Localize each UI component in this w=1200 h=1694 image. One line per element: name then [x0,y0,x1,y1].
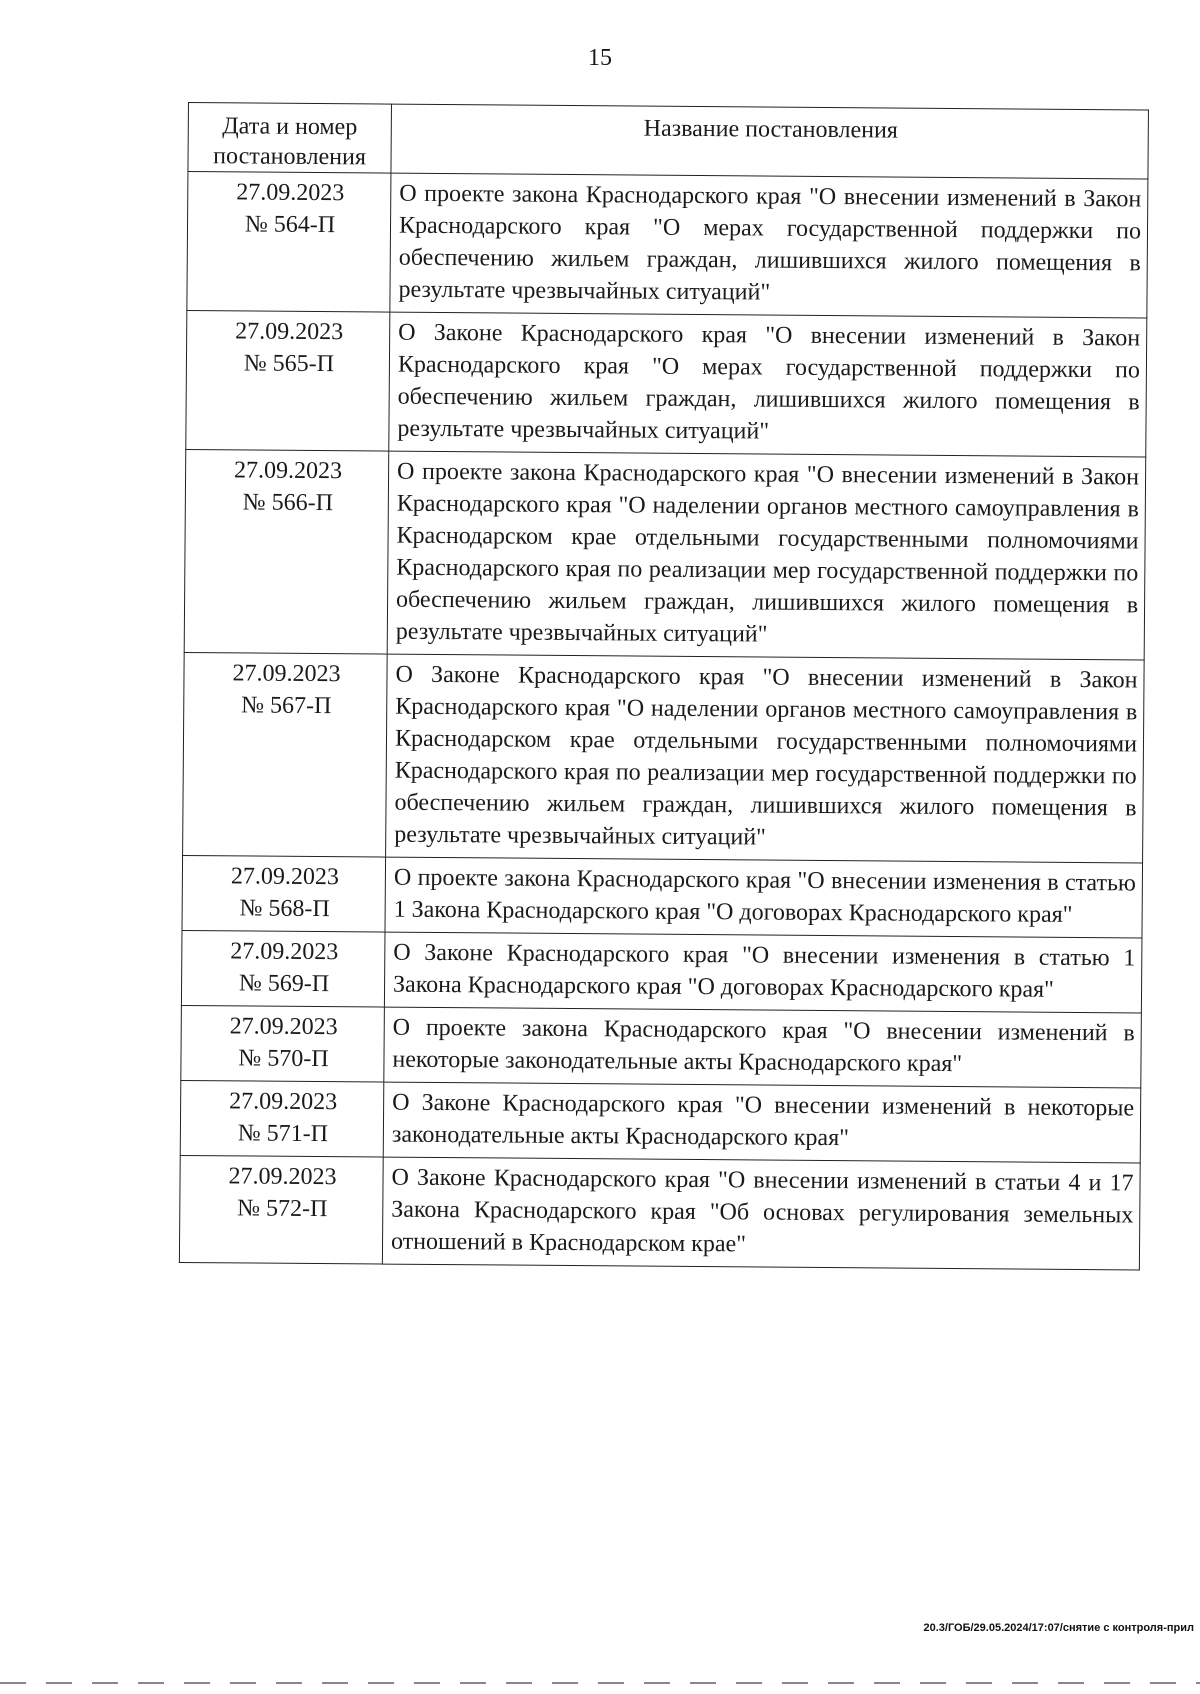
table-row [183,652,1145,863]
resolution-number: № 566-П [242,489,334,517]
date-number-cell [181,1005,385,1082]
resolutions-table [179,102,1149,1271]
resolution-title: О Законе Краснодарского края "О внесении изменений в Закон Краснодарского края "О наделении органов местного самоуправления в Краснодарском крае отдельными государственными полномочиями Краснодарского края по реализации мер государственной поддержки по обеспечению жильем граждан, лишившихся жилого помещения в результате чрезвычайных ситуаций" [386,654,1145,863]
date-number-cell [186,310,390,451]
table-row [181,1005,1142,1088]
table-row [184,449,1146,660]
resolution-date: 27.09.2023 [230,863,340,891]
resolution-number: № 567-П [241,692,332,720]
registration-stamp: 20.3/ГОБ/29.05.2024/17:07/снятие с контроля-прил [923,1622,1194,1634]
resolution-date: 27.09.2023 [235,318,344,346]
table-row [187,172,1148,319]
resolution-number: № 569-П [238,970,330,998]
resolution-number: № 570-П [238,1045,329,1073]
resolution-title: О Законе Краснодарского края "О внесении изменения в статью 1 Закона Краснодарского края "О договорах Краснодарского края" [384,932,1142,1013]
table-header-row [188,103,1149,180]
table-row [186,310,1147,457]
resolution-title: О проекте закона Краснодарского края "О внесении изменений в некоторые законодательные акты Краснодарского края" [384,1007,1142,1088]
date-number-cell [182,855,386,932]
resolution-date: 27.09.2023 [229,1088,338,1116]
resolution-number: № 568-П [239,895,330,923]
resolution-number: № 565-П [243,350,335,378]
resolution-title: О Законе Краснодарского края "О внесении изменений в Закон Краснодарского края "О мерах государственной поддержки по обеспечению жильем граждан, лишившихся жилого помещения в результате чрезвычайных ситуаций" [389,312,1147,457]
table-row [181,930,1142,1013]
resolution-number: № 564-П [244,211,336,239]
resolution-date: 27.09.2023 [234,457,343,485]
resolution-title: О Законе Краснодарского края "О внесении изменений в некоторые законодательные акты Краснодарского края" [383,1082,1141,1163]
resolution-title: О проекте закона Краснодарского края "О внесении изменения в статью 1 Закона Краснодарского края "О договорах Краснодарского края" [385,857,1143,938]
resolution-date: 27.09.2023 [232,660,341,688]
resolution-title: О проекте закона Краснодарского края "О внесении изменений в Закон Краснодарского края "О наделении органов местного самоуправления в Краснодарском крае отдельными государственными полномочиями Краснодарского края по реализации мер государственной поддержки по обеспечению жильем граждан, лишившихся жилого помещения в результате чрезвычайных ситуаций" [387,451,1146,660]
table-row [180,1080,1141,1163]
header-resolution-title: Название постановления [391,104,1149,179]
date-number-cell [180,1080,384,1157]
table-row [182,855,1143,938]
resolution-title: О проекте закона Краснодарского края "О внесении изменений в Закон Краснодарского края "О мерах государственной поддержки по обеспечению жильем граждан, лишившихся жилого помещения в результате чрезвычайных ситуаций" [390,173,1148,318]
date-number-cell [184,449,389,654]
resolution-date: 27.09.2023 [229,1013,338,1041]
header-date-number: Дата и номер постановления [188,103,392,174]
resolution-title: О Законе Краснодарского края "О внесении изменений в статьи 4 и 17 Закона Краснодарского края "Об основах регулирования земельных отношений в Краснодарском крае" [382,1157,1140,1270]
resolution-date: 27.09.2023 [228,1163,337,1191]
resolution-date: 27.09.2023 [236,179,345,207]
page-number: 15 [588,45,612,71]
date-number-cell [183,652,388,857]
resolution-number: № 572-П [237,1195,328,1223]
resolution-date: 27.09.2023 [230,938,339,966]
date-number-cell [179,1155,383,1264]
scan-edge-divider [0,1682,1200,1684]
resolution-number: № 571-П [237,1120,329,1148]
date-number-cell [181,930,385,1007]
date-number-cell [187,172,391,313]
table-row [179,1155,1140,1270]
